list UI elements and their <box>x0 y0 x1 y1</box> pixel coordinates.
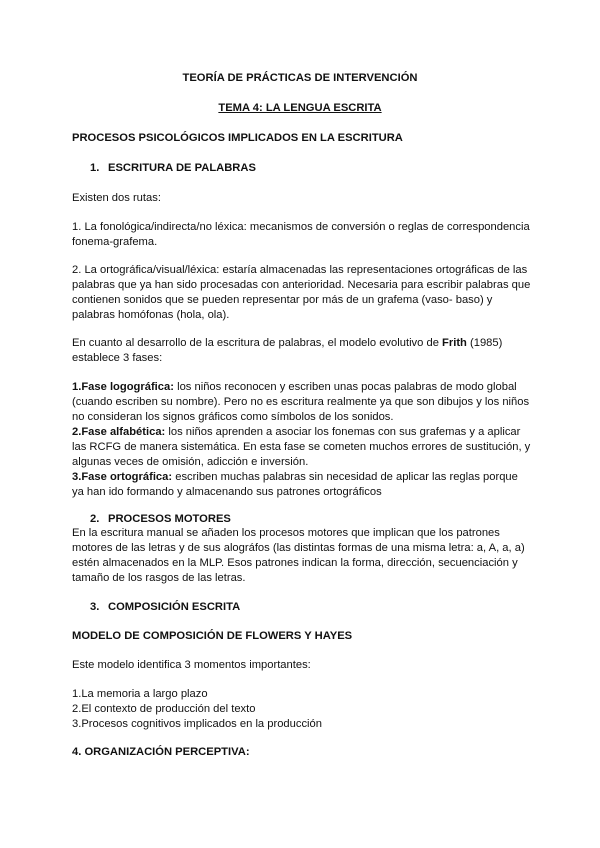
phase-label: 1.Fase logográfica: <box>72 381 174 393</box>
heading-text: COMPOSICIÓN ESCRITA <box>108 601 241 613</box>
route-phonological: 1. La fonológica/indirecta/no léxica: mecanismos de conversión o reglas de correspondencia fonema-grafema. <box>72 221 530 248</box>
list-item: 3.Procesos cognitivos implicados en la producción <box>72 718 322 730</box>
model-heading: MODELO DE COMPOSICIÓN DE FLOWERS Y HAYES <box>72 630 353 642</box>
section-heading: PROCESOS PSICOLÓGICOS IMPLICADOS EN LA ESCRITURA <box>72 132 403 144</box>
heading-number: 3. <box>90 601 100 613</box>
development-text-before: En cuanto al desarrollo de la escritura de palabras, el modelo evolutivo de <box>72 337 443 349</box>
list-item: 2.El contexto de producción del texto <box>72 703 256 715</box>
phase-text: los niños aprenden a asociar los fonemas con sus grafemas y a aplicar las RCFG de manera sistemática. En esta fase se cometen muchos errores de sustitución, y algunas veces de omisión, adicción e inversión. <box>72 426 531 468</box>
phase-ortografica <box>72 470 532 500</box>
topic-title: TEMA 4: LA LENGUA ESCRITA <box>218 102 382 114</box>
heading-escritura-de-palabras <box>90 161 490 176</box>
phase-text: escriben muchas palabras sin necesidad de aplicar las reglas porque ya han ido formando y almacenando sus patrones ortográficos <box>72 471 518 498</box>
heading-number: 2. <box>90 513 100 525</box>
list-item: 1.La memoria a largo plazo <box>72 688 208 700</box>
heading-composicion-escrita <box>90 600 490 615</box>
heading-text: PROCESOS MOTORES <box>108 513 231 525</box>
development-text-after: (1985) establece 3 fases: <box>72 337 503 364</box>
routes-intro: Existen dos rutas: <box>72 192 161 204</box>
model-moments-list <box>72 687 532 732</box>
phase-label: 2.Fase alfabética: <box>72 426 166 438</box>
development-paragraph <box>72 336 532 366</box>
heading-number: 1. <box>90 162 100 174</box>
route-orthographic: 2. La ortográfica/visual/léxica: estaría almacenadas las representaciones ortográficas de las palabras que ya han sido procesadas con anterioridad. Necesaria para escribir palabras que contienen sonidos que se pueden representar por más de un grafema (vaso- baso) y palabras homófonas (hola, ola). <box>72 264 531 321</box>
motor-processes-paragraph: En la escritura manual se añaden los procesos motores que implican que los patrones motores de las letras y de sus alográfos (las distintas formas de una misma letra: a, A, a, a) estén almacenados en la MLP. Esos patrones indican la forma, dirección, secuenciación y tamaño de los rasgos de las letras. <box>72 527 525 584</box>
heading-text: ESCRITURA DE PALABRAS <box>108 162 256 174</box>
phase-text: los niños reconocen y escriben unas pocas palabras de modo global (cuando escriben su nombre). Pero no es escritura realmente ya que son dibujos y los niños no consideran los signos gráficos como símbolos de los sonidos. <box>72 381 530 423</box>
document-title: TEORÍA DE PRÁCTICAS DE INTERVENCIÓN <box>182 72 418 84</box>
model-intro: Este modelo identifica 3 momentos importantes: <box>72 659 311 671</box>
phase-label: 3.Fase ortográfica: <box>72 471 173 483</box>
phase-logografica <box>72 380 532 425</box>
heading-procesos-motores <box>90 512 490 527</box>
heading-organizacion-perceptiva: 4. ORGANIZACIÓN PERCEPTIVA: <box>72 746 250 758</box>
frith-author: Frith <box>442 337 467 349</box>
phase-alfabetica <box>72 425 532 470</box>
phases-list <box>72 380 532 500</box>
